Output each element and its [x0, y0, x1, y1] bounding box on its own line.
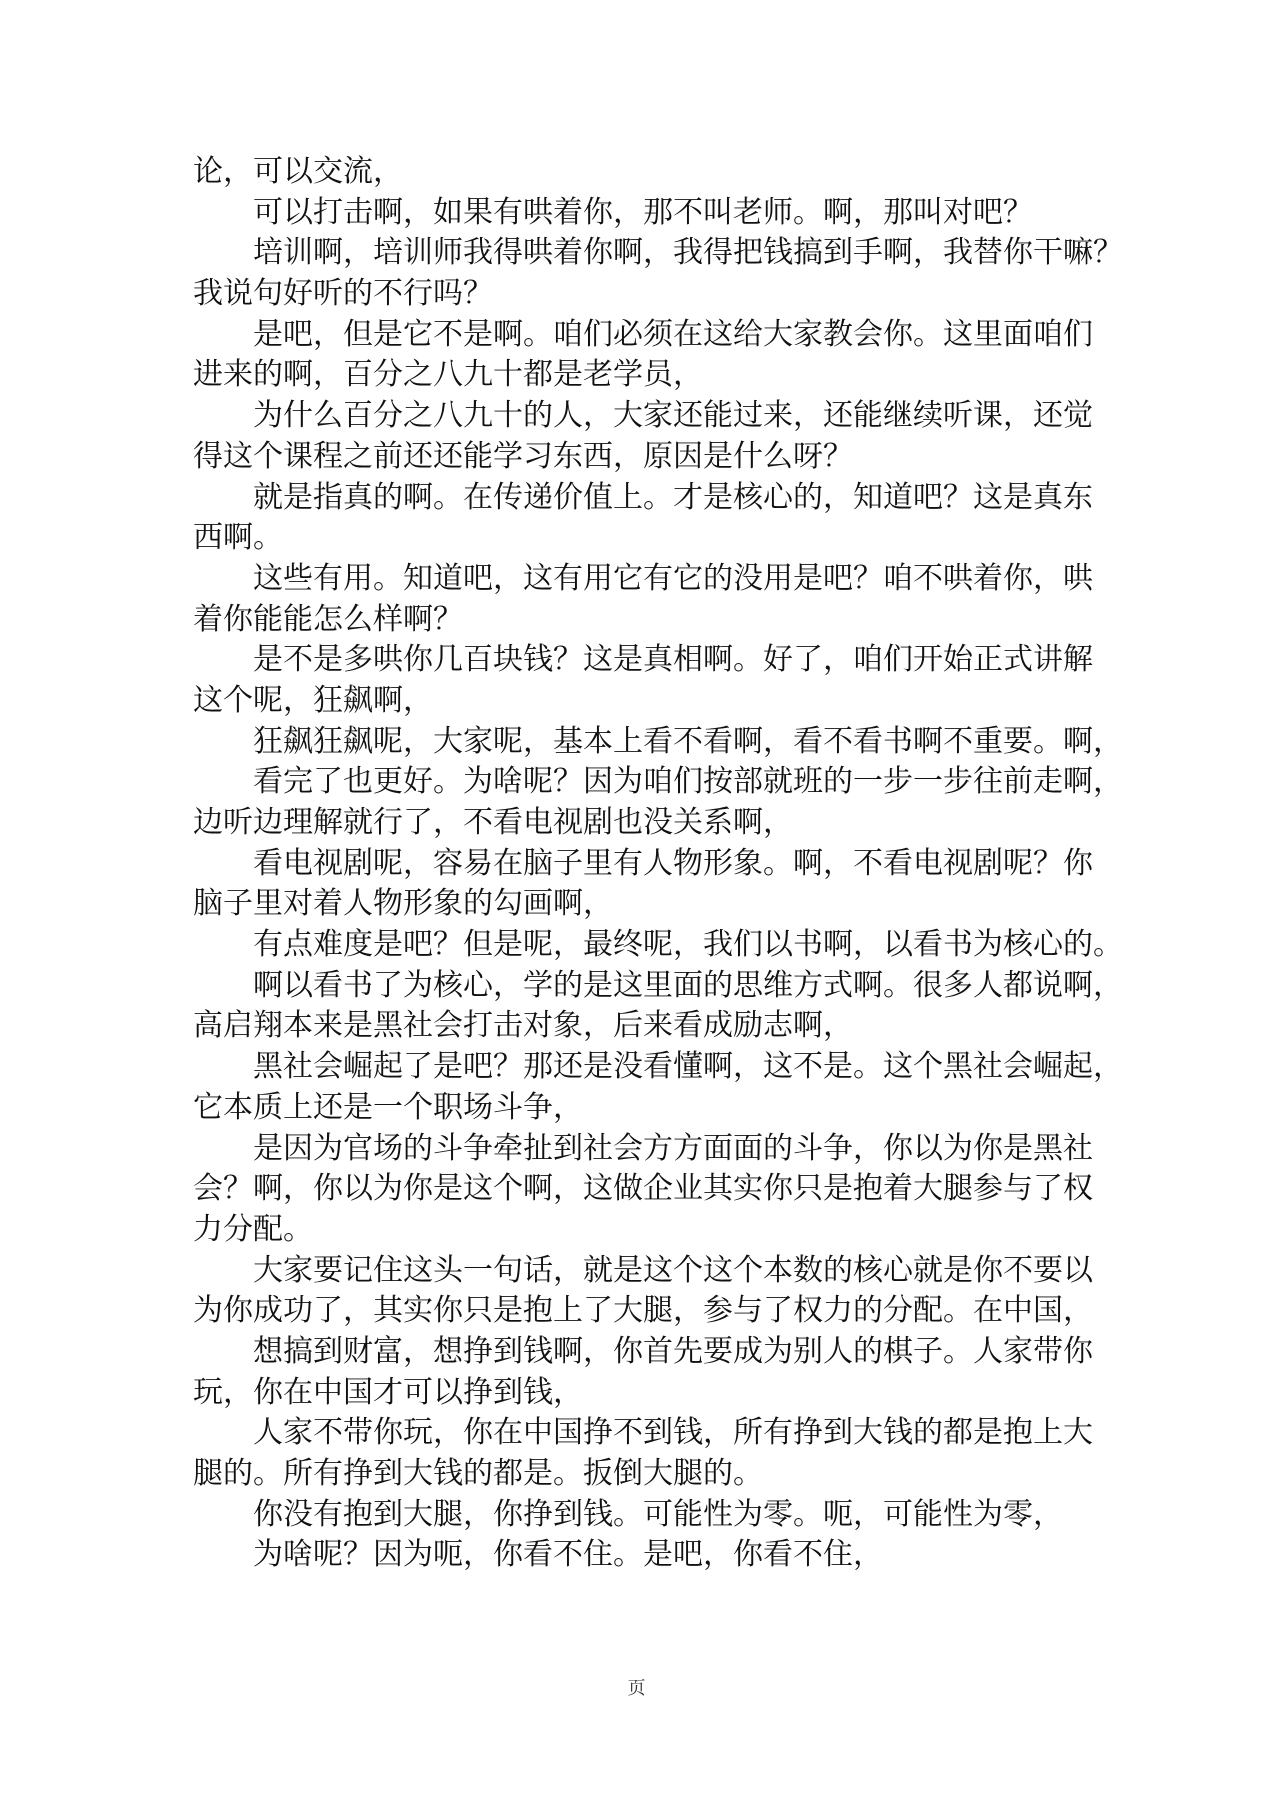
- text-line: 腿的。所有挣到大钱的都是。扳倒大腿的。: [193, 1456, 763, 1491]
- text-line: 是吧，但是它不是啊。咱们必须在这给大家教会你。这里面咱们: [253, 316, 1093, 352]
- text-line: 想搞到财富，想挣到钱啊，你首先要成为别人的棋子。人家带你: [253, 1333, 1093, 1369]
- text-line: 黑社会崛起了是吧？那还是没看懂啊，这不是。这个黑社会崛起，: [253, 1049, 1123, 1085]
- text-line: 这个呢，狂飙啊，: [193, 682, 433, 718]
- text-line: 是不是多哄你几百块钱？这是真相啊。好了，咱们开始正式讲解: [253, 642, 1093, 678]
- text-line: 我说句好听的不行吗？: [193, 276, 493, 312]
- page-number: 页: [627, 1678, 646, 1699]
- text-line: 这些有用。知道吧，这有用它有它的没用是吧？咱不哄着你，哄: [253, 560, 1093, 596]
- text-line: 就是指真的啊。在传递价值上。才是核心的，知道吧？这是真东: [253, 479, 1093, 515]
- text-line: 高启翔本来是黑社会打击对象，后来看成励志啊，: [193, 1008, 853, 1044]
- text-line: 看完了也更好。为啥呢？因为咱们按部就班的一步一步往前走啊，: [253, 764, 1123, 800]
- text-line: 论，可以交流，: [193, 154, 403, 189]
- text-line: 玩，你在中国才可以挣到钱，: [193, 1374, 583, 1410]
- text-line: 得这个课程之前还还能学习东西，原因是什么呀？: [193, 438, 853, 474]
- text-line: 啊以看书了为核心，学的是这里面的思维方式啊。很多人都说啊，: [253, 967, 1123, 1003]
- text-line: 是因为官场的斗争牵扯到社会方方面面的斗争，你以为你是黑社: [253, 1130, 1093, 1166]
- text-line: 它本质上还是一个职场斗争，: [193, 1089, 583, 1125]
- text-line: 人家不带你玩，你在中国挣不到钱，所有挣到大钱的都是抱上大: [253, 1415, 1093, 1451]
- text-line: 为什么百分之八九十的人，大家还能过来，还能继续听课，还觉: [253, 398, 1093, 434]
- text-line: 西啊。: [193, 520, 283, 556]
- text-line: 可以打击啊，如果有哄着你，那不叫老师。啊，那叫对吧？: [253, 194, 1033, 230]
- text-line: 狂飙狂飙呢，大家呢，基本上看不看啊，看不看书啊不重要。啊，: [253, 723, 1123, 759]
- text-line: 着你能能怎么样啊？: [193, 601, 463, 637]
- text-line: 有点难度是吧？但是呢，最终呢，我们以书啊，以看书为核心的。: [253, 927, 1123, 963]
- text-line: 大家要记住这头一句话，就是这个这个本数的核心就是你不要以: [253, 1252, 1093, 1288]
- text-line: 会？啊，你以为你是这个啊，这做企业其实你只是抱着大腿参与了权: [193, 1171, 1093, 1207]
- text-line: 脑子里对着人物形象的勾画啊，: [193, 886, 613, 922]
- text-line: 你没有抱到大腿，你挣到钱。可能性为零。呃，可能性为零，: [253, 1496, 1063, 1532]
- text-line: 培训啊，培训师我得哄着你啊，我得把钱搞到手啊，我替你干嘛？: [253, 235, 1123, 271]
- text-line: 进来的啊，百分之八九十都是老学员，: [193, 357, 703, 393]
- text-line: 边听边理解就行了，不看电视剧也没关系啊，: [193, 805, 793, 840]
- text-line: 为啥呢？因为呃，你看不住。是吧，你看不住，: [253, 1537, 883, 1573]
- text-line: 力分配。: [193, 1211, 313, 1247]
- body-text: [193, 152, 1123, 1576]
- text-line: 为你成功了，其实你只是抱上了大腿，参与了权力的分配。在中国，: [193, 1293, 1093, 1329]
- text-line: 看电视剧呢，容易在脑子里有人物形象。啊，不看电视剧呢？你: [253, 845, 1093, 881]
